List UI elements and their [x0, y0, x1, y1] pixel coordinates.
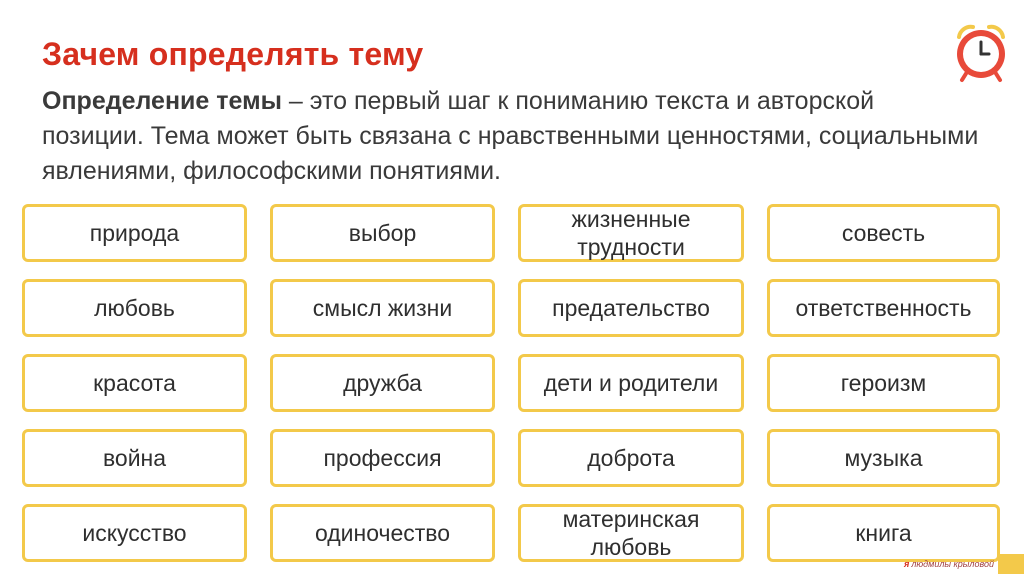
theme-card[interactable]: материнская любовь: [518, 504, 744, 562]
theme-card[interactable]: совесть: [767, 204, 1000, 262]
theme-card[interactable]: война: [22, 429, 247, 487]
theme-card[interactable]: смысл жизни: [270, 279, 495, 337]
theme-card[interactable]: предательство: [518, 279, 744, 337]
theme-card[interactable]: книга: [767, 504, 1000, 562]
theme-card[interactable]: музыка: [767, 429, 1000, 487]
intro-text: – это первый шаг к пониманию текста и авторской позиции. Тема может быть связана с нравственными ценностями, социальными явлениями, философскими понятиями.: [42, 87, 979, 185]
theme-card[interactable]: героизм: [767, 354, 1000, 412]
slide-title: Зачем определять тему: [42, 36, 424, 72]
theme-card[interactable]: природа: [22, 204, 247, 262]
theme-card[interactable]: красота: [22, 354, 247, 412]
theme-card[interactable]: любовь: [22, 279, 247, 337]
watermark-letter: я: [904, 559, 910, 569]
theme-card[interactable]: ответственность: [767, 279, 1000, 337]
theme-card[interactable]: дети и родители: [518, 354, 744, 412]
theme-card[interactable]: искусство: [22, 504, 247, 562]
watermark-text: людмилы крыловой: [911, 559, 994, 569]
intro-term: Определение темы: [42, 87, 282, 115]
theme-card[interactable]: дружба: [270, 354, 495, 412]
author-watermark: [904, 559, 994, 569]
corner-decoration: [998, 554, 1024, 574]
theme-card[interactable]: доброта: [518, 429, 744, 487]
theme-card[interactable]: выбор: [270, 204, 495, 262]
theme-card[interactable]: жизненные трудности: [518, 204, 744, 262]
theme-card[interactable]: одиночество: [270, 504, 495, 562]
theme-card[interactable]: профессия: [270, 429, 495, 487]
